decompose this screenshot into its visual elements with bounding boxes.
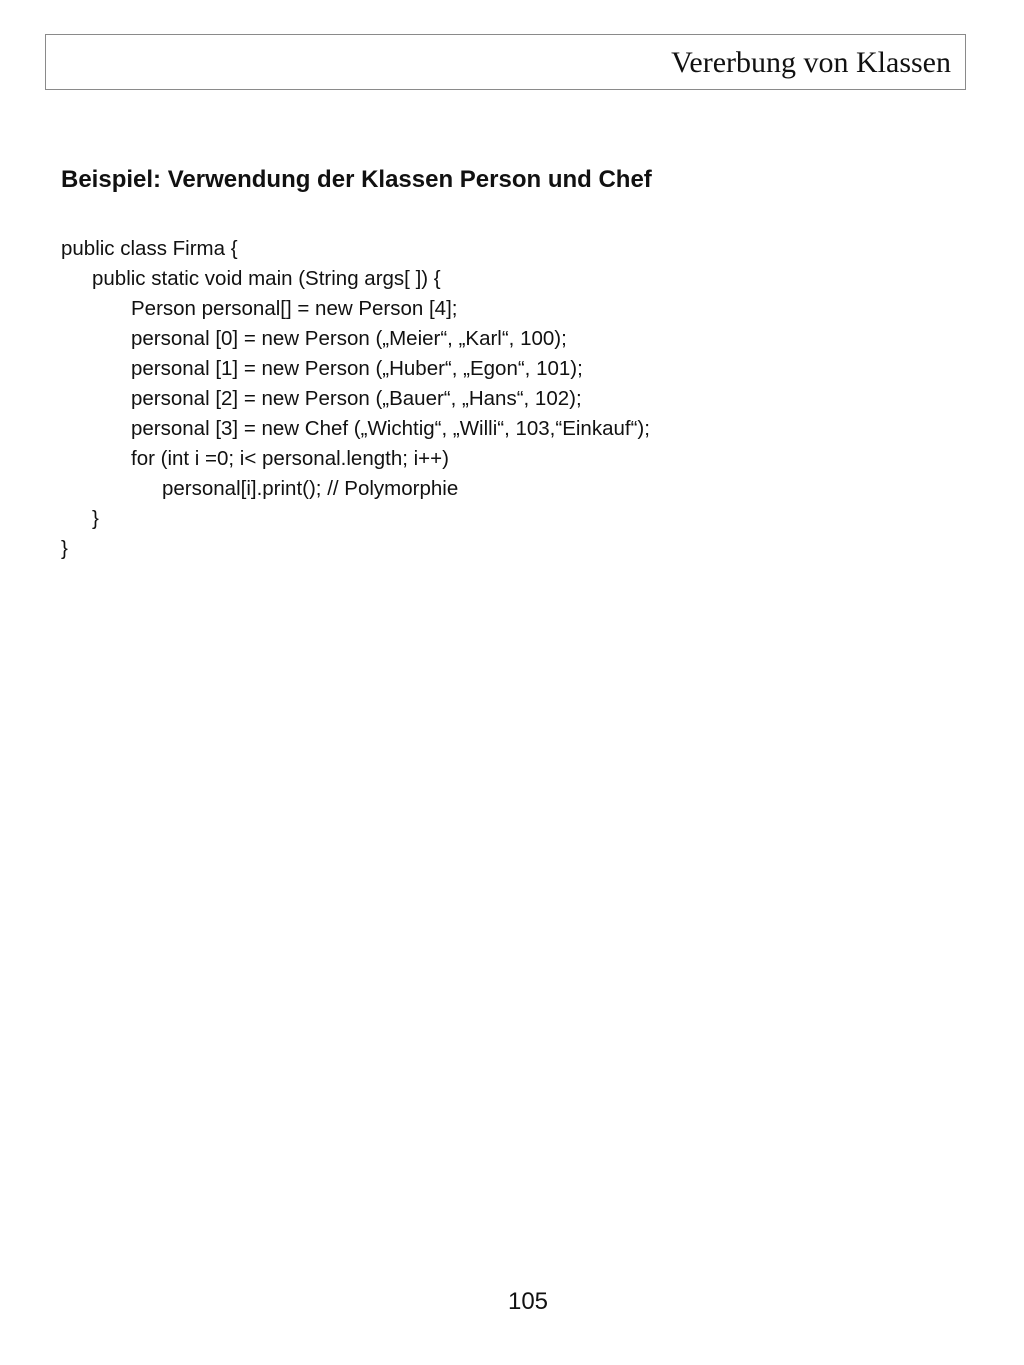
section-heading: Beispiel: Verwendung der Klassen Person und Chef (61, 166, 652, 193)
code-line: personal [0] = new Person („Meier“, „Karl“, 100); (131, 327, 567, 350)
header-box (45, 34, 966, 90)
page-number: 105 (507, 1288, 549, 1315)
code-line: } (92, 507, 99, 530)
code-line: } (61, 537, 68, 560)
code-line: personal [2] = new Person („Bauer“, „Hans“, 102); (131, 387, 582, 410)
code-line: public class Firma { (61, 237, 238, 260)
header-title: Vererbung von Klassen (671, 46, 951, 79)
code-line: Person personal[] = new Person [4]; (131, 297, 458, 320)
code-line: public static void main (String args[ ]) { (92, 267, 441, 290)
code-line: personal[i].print(); // Polymorphie (162, 477, 459, 500)
code-line: personal [3] = new Chef („Wichtig“, „Willi“, 103,“Einkauf“); (131, 417, 650, 440)
code-line: for (int i =0; i< personal.length; i++) (131, 447, 449, 470)
code-line: personal [1] = new Person („Huber“, „Egon“, 101); (131, 357, 583, 380)
code-block (61, 234, 961, 564)
